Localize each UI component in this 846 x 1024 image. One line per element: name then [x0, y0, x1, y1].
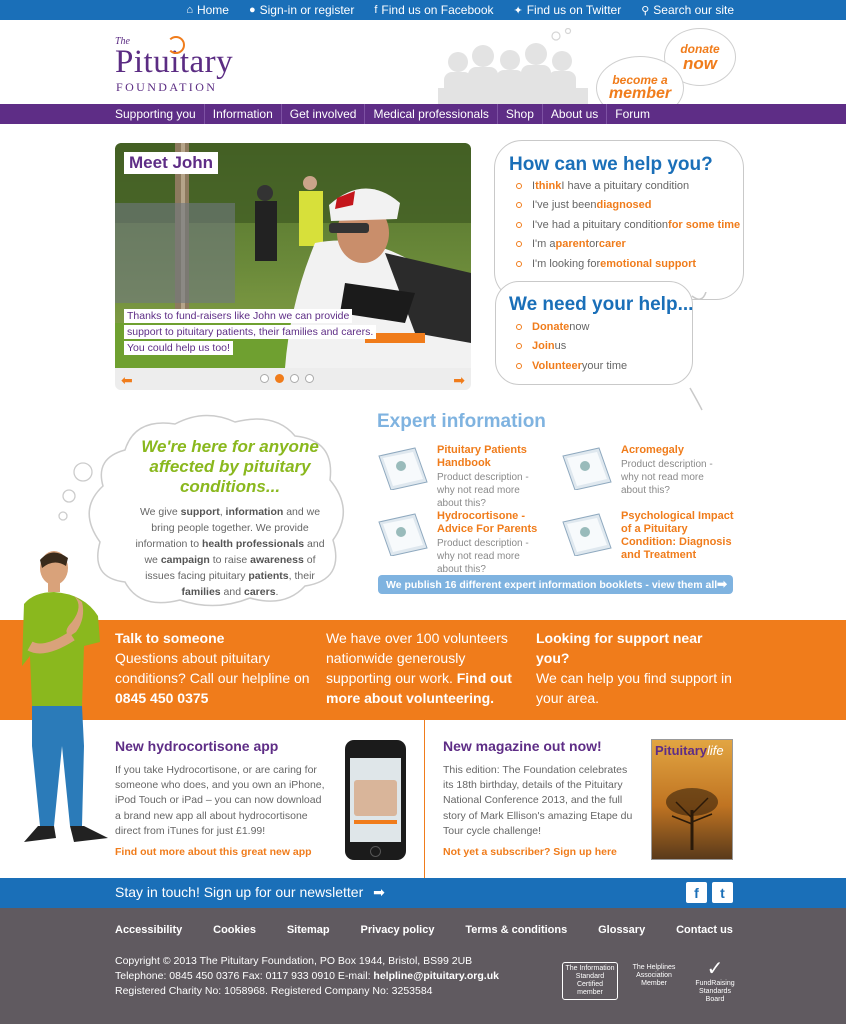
footer-links [115, 924, 733, 936]
bullet-icon [516, 241, 522, 247]
top-utility-bar [0, 0, 846, 20]
footer-link-terms-conditions[interactable]: Terms & conditions [465, 924, 568, 936]
logo-swirl-icon [167, 36, 185, 54]
bullet-icon [516, 222, 522, 228]
helplines-association-badge [626, 964, 682, 988]
promo-divider [424, 720, 425, 878]
bullet-icon [516, 324, 522, 330]
facebook-icon: f [374, 4, 378, 16]
view-all-booklets-button[interactable] [378, 575, 733, 594]
bullet-icon [516, 363, 522, 369]
donate-big-text: now [683, 53, 717, 73]
app-title[interactable]: New hydrocortisone app [115, 738, 279, 754]
phone-home-button [370, 846, 381, 857]
top-link-label: Find us on Facebook [381, 3, 494, 17]
logo-name: Pituitary [115, 44, 234, 80]
help-text: I've had a pituitary condition [532, 218, 669, 231]
need-text: now [569, 320, 590, 333]
twitter-icon[interactable]: t [712, 882, 733, 903]
support-near-body: We can help you find support in your area. [536, 670, 732, 706]
site-footer [0, 908, 846, 1024]
support-near-you [536, 628, 736, 708]
app-body: If you take Hydrocortisone, or are caring for someone who does, and you own an iPhone, iPod Touch or iPad – you can now download a brand new app all about hydrocortisone direct from iTunes for just £1.99! [115, 764, 325, 837]
booklet-title: Acromegaly [621, 444, 684, 456]
booklet-title: Pituitary Patients Handbook [437, 444, 527, 469]
need-item[interactable] [516, 356, 627, 376]
top-link-sign-in-or-register[interactable] [249, 3, 354, 17]
bullet-icon [516, 202, 522, 208]
helplines-association-text: The Helplines Association Member [632, 964, 676, 987]
help-item[interactable] [516, 215, 740, 235]
information-standard-badge [562, 962, 618, 1000]
cover-title-1: Pituitary [655, 743, 708, 758]
help-highlight: for some time [668, 218, 741, 231]
checkmark-icon: ✓ [706, 958, 724, 980]
booklet-thumbnail-icon [377, 512, 429, 556]
information-standard-text: The Information Standard Certified member [562, 962, 618, 1000]
need-text: us [554, 340, 567, 353]
footer-link-glossary[interactable]: Glossary [598, 924, 646, 936]
magazine-body: This edition: The Foundation celebrates its 18th birthday, details of the Pituitary National Conference 2013, and the full story of Mark Ellison's amazing Etape du Tour cycle challenge! [443, 764, 633, 837]
subscribe-link[interactable]: Not yet a subscriber? Sign up here [443, 846, 617, 858]
need-highlight: Join [532, 340, 555, 353]
footer-contact: Telephone: 0845 450 0376 Fax: 0117 933 0910 E-mail: [115, 970, 374, 982]
booklet-thumbnail-icon [561, 446, 613, 490]
need-text: your time [581, 359, 628, 372]
need-item[interactable] [516, 317, 627, 337]
arrow-right-icon: ➡ [373, 884, 385, 900]
site-header [0, 20, 846, 104]
slider-dot[interactable] [290, 374, 299, 383]
volunteers-body: We have over 100 volunteers nationwide generously supporting our work. [326, 630, 508, 686]
here-for-you-heading: We're here for anyone affected by pituitary conditions... [141, 437, 319, 496]
nav-item-information[interactable]: Information [204, 104, 281, 124]
slide-heading: Meet John [124, 152, 218, 174]
help-text: I'm looking for [532, 257, 601, 270]
footer-line-1: Copyright © 2013 The Pituitary Foundation, PO Box 1944, Bristol, BS99 2UB [115, 955, 473, 967]
top-link-label: Sign-in or register [259, 3, 355, 17]
next-arrow-icon[interactable]: ➡ [453, 372, 465, 388]
nav-item-shop[interactable]: Shop [497, 104, 542, 124]
logo-the: The [115, 36, 130, 47]
booklet-title: Hydrocortisone - Advice For Parents [437, 510, 538, 535]
phone-screen [350, 758, 401, 842]
user-icon: ● [248, 4, 256, 16]
help-text: I have a pituitary condition [561, 179, 690, 192]
arrow-right-icon: ➡ [716, 577, 727, 591]
newsletter-label: Stay in touch! Sign up for our newsletter [115, 884, 364, 900]
member-small-text: become a [612, 73, 668, 87]
newsletter-bar [0, 878, 846, 908]
hero-slider [115, 143, 471, 390]
top-link-find-us-on-twitter[interactable] [514, 3, 622, 17]
help-highlight: diagnosed [596, 199, 652, 212]
booklet-thumbnail-icon [377, 446, 429, 490]
member-big-text: member [608, 85, 672, 102]
helpline-phone[interactable]: 0845 450 0375 [115, 690, 209, 706]
twitter-icon: ✦ [513, 4, 523, 17]
slider-dot[interactable] [275, 374, 284, 383]
magazine-cover-title [655, 743, 724, 758]
booklet-item[interactable] [561, 444, 736, 504]
footer-line-2 [115, 969, 499, 984]
need-item[interactable] [516, 337, 627, 357]
booklet-description: Product description - why not read more about this? [621, 459, 713, 496]
site-logo[interactable] [115, 36, 255, 96]
fundraising-standards-text: FundRaising Standards Board [695, 980, 735, 1003]
help-text: or [589, 238, 599, 251]
need-highlight: Donate [532, 320, 570, 333]
top-link-label: Home [196, 3, 229, 17]
help-heading: How can we help you? [509, 154, 713, 175]
footer-link-accessibility[interactable]: Accessibility [115, 924, 183, 936]
home-icon: ⌂ [186, 4, 193, 16]
help-text: I'm a [532, 238, 556, 251]
help-text: I [532, 179, 536, 192]
help-highlight: parent [555, 238, 590, 251]
help-item[interactable] [516, 235, 740, 255]
footer-copyright [115, 954, 499, 999]
talk-body: Questions about pituitary conditions? Call our helpline on [115, 650, 310, 686]
booklet-item[interactable] [561, 510, 736, 570]
slide-caption-text: Thanks to fund-raisers like John we can provide support to pituitary patients, their families and carers. You could help us too! [124, 309, 376, 355]
slide-image[interactable] [115, 143, 471, 368]
footer-line-3: Registered Charity No: 1058968. Registered Company No: 3253584 [115, 985, 433, 997]
volunteering-link[interactable]: Find out more about volunteering. [326, 670, 512, 706]
volunteers-block [326, 628, 516, 708]
magazine-title[interactable]: New magazine out now! [443, 738, 602, 754]
top-link-label: Find us on Twitter [526, 3, 622, 17]
nav-item-medical-professionals[interactable]: Medical professionals [364, 104, 496, 124]
help-highlight: think [535, 179, 562, 192]
support-near-title[interactable]: Looking for support near you? [536, 630, 703, 666]
help-highlight: emotional support [600, 257, 697, 270]
search-icon: ⚲ [641, 4, 650, 17]
orange-info-band [0, 620, 846, 720]
logo-foundation: FOUNDATION [116, 80, 218, 94]
slider-dot[interactable] [305, 374, 314, 383]
top-link-home[interactable] [186, 3, 229, 17]
help-item[interactable] [516, 176, 740, 196]
help-item[interactable] [516, 196, 740, 216]
top-link-find-us-on-facebook[interactable] [374, 3, 493, 17]
donate-small-text: donate [680, 41, 720, 56]
booklet-title: Psychological Impact of a Pituitary Condition: Diagnosis and Treatment [621, 510, 734, 561]
talk-to-someone [115, 628, 315, 708]
top-link-label: Search our site [653, 3, 734, 17]
magazine-cover[interactable] [651, 739, 733, 860]
need-highlight: Volunteer [532, 359, 582, 372]
slider-controls [115, 368, 471, 390]
bullet-icon [516, 261, 522, 267]
prev-arrow-icon[interactable]: ⬅ [121, 372, 133, 388]
booklet-item[interactable] [377, 444, 552, 509]
help-text: I've just been [532, 199, 597, 212]
top-links [186, 0, 734, 20]
main-nav-list [107, 104, 658, 124]
tree-icon [662, 780, 722, 850]
top-link-search-our-site[interactable] [641, 3, 734, 17]
slide-caption [124, 308, 374, 356]
booklet-thumbnail-icon [561, 512, 613, 556]
booklet-item[interactable] [377, 510, 552, 575]
nav-item-forum[interactable]: Forum [606, 104, 658, 124]
facebook-icon[interactable]: f [686, 882, 707, 903]
footer-link-privacy-policy[interactable]: Privacy policy [360, 924, 435, 936]
cover-title-2: life [707, 743, 724, 758]
booklet-description: Product description - why not read more about this? [437, 472, 529, 509]
expert-info-title: Expert information [377, 411, 546, 432]
help-bubble-tail [688, 292, 728, 412]
footer-email-link[interactable]: helpline@pituitary.org.uk [373, 970, 499, 982]
fundraising-standards-badge [690, 958, 740, 1004]
need-list [516, 317, 627, 376]
footer-link-sitemap[interactable]: Sitemap [286, 924, 330, 936]
here-for-you-body: We give support, information and we bring people together. We provide information to health professionals and we campaign to raise awareness of issues facing pituitary patients, their families and carers. [135, 506, 325, 598]
newsletter-signup-link[interactable] [115, 884, 385, 901]
footer-link-cookies[interactable]: Cookies [213, 924, 256, 936]
thinking-man-illustration [14, 546, 114, 851]
app-link[interactable]: Find out more about this great new app [115, 846, 312, 858]
help-list [516, 176, 740, 274]
view-all-booklets-label: We publish 16 different expert information booklets - view them all [386, 578, 718, 591]
nav-item-supporting-you[interactable]: Supporting you [115, 107, 196, 121]
talk-title: Talk to someone [115, 630, 225, 646]
help-item[interactable] [516, 254, 740, 274]
crowd-silhouette-icon [438, 28, 598, 106]
booklet-description: Product description - why not read more about this? [437, 538, 529, 575]
need-heading: We need your help... [509, 294, 694, 315]
iphone-image [345, 740, 406, 860]
footer-link-contact-us[interactable]: Contact us [676, 924, 733, 936]
bullet-icon [516, 343, 522, 349]
nav-item-get-involved[interactable]: Get involved [281, 104, 365, 124]
slider-dot[interactable] [260, 374, 269, 383]
bullet-icon [516, 183, 522, 189]
main-nav [0, 104, 846, 124]
nav-item-about-us[interactable]: About us [542, 104, 606, 124]
help-highlight: carer [598, 238, 626, 251]
slider-dots [260, 374, 314, 383]
